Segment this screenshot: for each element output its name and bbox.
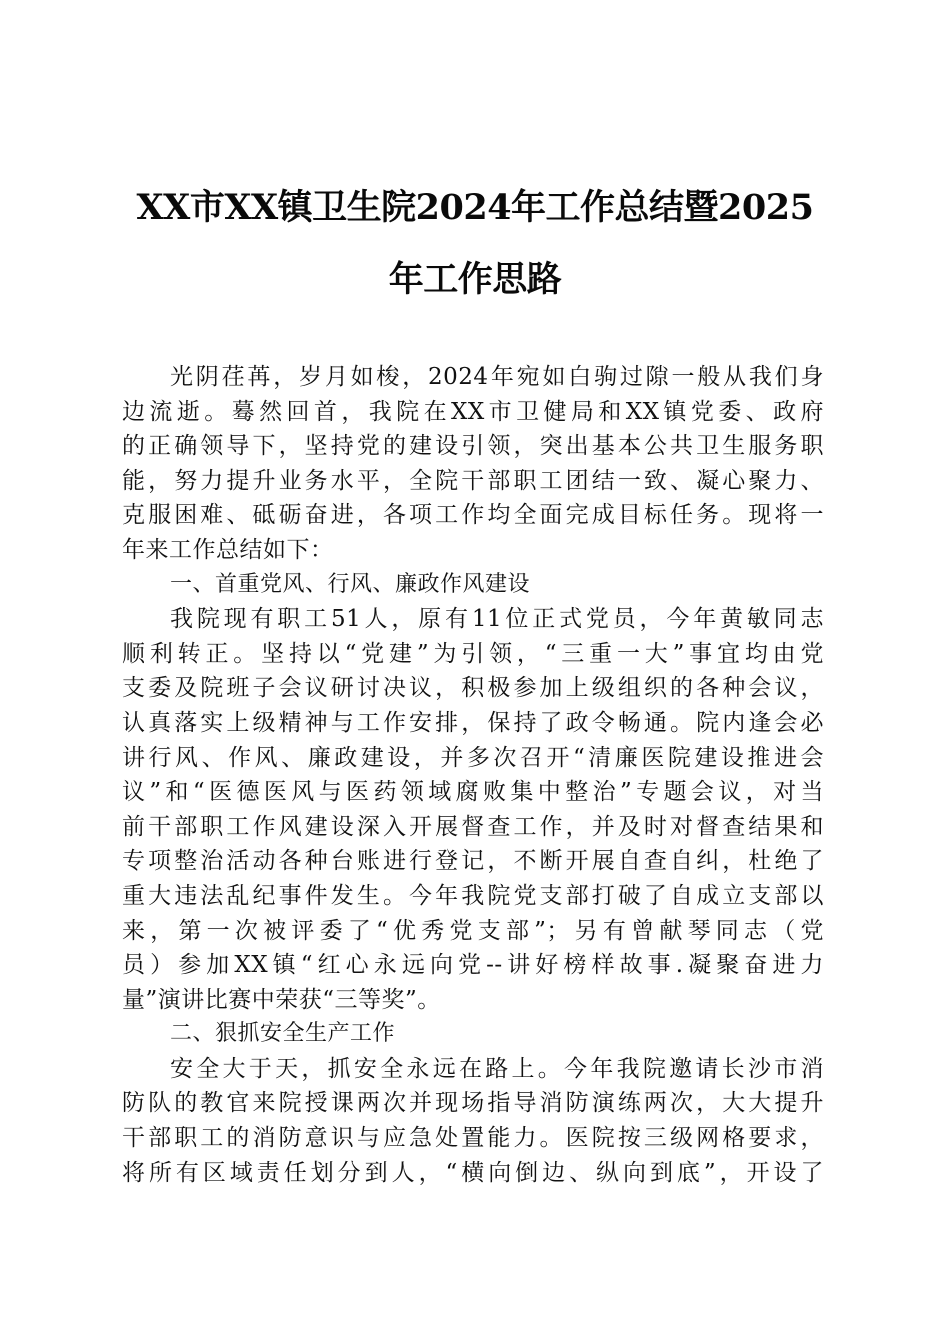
paragraph-line: 安全大于天，抓安全永远在路上。今年我院邀请长沙市消 xyxy=(170,1055,824,1082)
paragraph-line: 将所有区域责任划分到人，“横向倒边、纵向到底”，开设了 xyxy=(122,1159,824,1186)
title-line-1: XX市XX镇卫生院2024年工作总结暨2025 xyxy=(136,187,814,228)
document-body xyxy=(122,360,824,1190)
paragraph-line: 支委及院班子会议研讨决议，积极参加上级组织的各种会议， xyxy=(122,675,824,702)
paragraph-line: 能，努力提升业务水平，全院干部职工团结一致、凝心聚力、 xyxy=(122,467,824,494)
paragraph-line: 重大违法乱纪事件发生。今年我院党支部打破了自成立支部以 xyxy=(122,882,824,909)
paragraph-line: 认真落实上级精神与工作安排，保持了政令畅通。院内逢会必 xyxy=(122,709,824,736)
paragraph-line: 来，第一次被评委了“优秀党支部”；另有曾献琴同志（党 xyxy=(122,917,824,944)
paragraph-line: 员）参加XX镇“红心永远向党--讲好榜样故事.凝聚奋进力 xyxy=(122,952,824,979)
paragraph-line: 我院现有职工51人，原有11位正式党员，今年黄敏同志 xyxy=(170,606,824,633)
paragraph-line: 边流逝。蓦然回首，我院在XX市卫健局和XX镇党委、政府 xyxy=(122,398,824,425)
paragraph-line: 前干部职工作风建设深入开展督查工作，并及时对督查结果和 xyxy=(122,813,824,840)
paragraph-line: 光阴荏苒，岁月如梭，2024年宛如白驹过隙一般从我们身 xyxy=(170,364,824,390)
paragraph-line: 防队的教官来院授课两次并现场指导消防演练两次，大大提升 xyxy=(122,1090,824,1117)
paragraph-line: 议”和“医德医风与医药领域腐败集中整治”专题会议，对当 xyxy=(122,779,824,806)
paragraph-line: 顺利转正。坚持以“党建”为引领，“三重一大”事宜均由党 xyxy=(122,640,824,667)
section-heading: 一、首重党风、行风、廉政作风建设 xyxy=(170,571,531,597)
paragraph-line: 克服困难、砥砺奋进，各项工作均全面完成目标任务。现将一 xyxy=(122,502,824,529)
paragraph-line: 量”演讲比赛中荣获“三等奖”。 xyxy=(122,986,441,1013)
paragraph-line: 干部职工的消防意识与应急处置能力。医院按三级网格要求， xyxy=(122,1125,824,1152)
paragraph-line: 的正确领导下，坚持党的建设引领，突出基本公共卫生服务职 xyxy=(122,433,824,460)
title-line-2: 年工作思路 xyxy=(388,259,562,300)
paragraph-line: 讲行风、作风、廉政建设，并多次召开“清廉医院建设推进会 xyxy=(122,744,824,771)
paragraph-line: 专项整治活动各种台账进行登记，不断开展自查自纠，杜绝了 xyxy=(122,848,824,875)
section-heading: 二、狠抓安全生产工作 xyxy=(170,1021,396,1047)
document-title xyxy=(100,172,850,316)
paragraph-line: 年来工作总结如下： xyxy=(122,536,334,563)
